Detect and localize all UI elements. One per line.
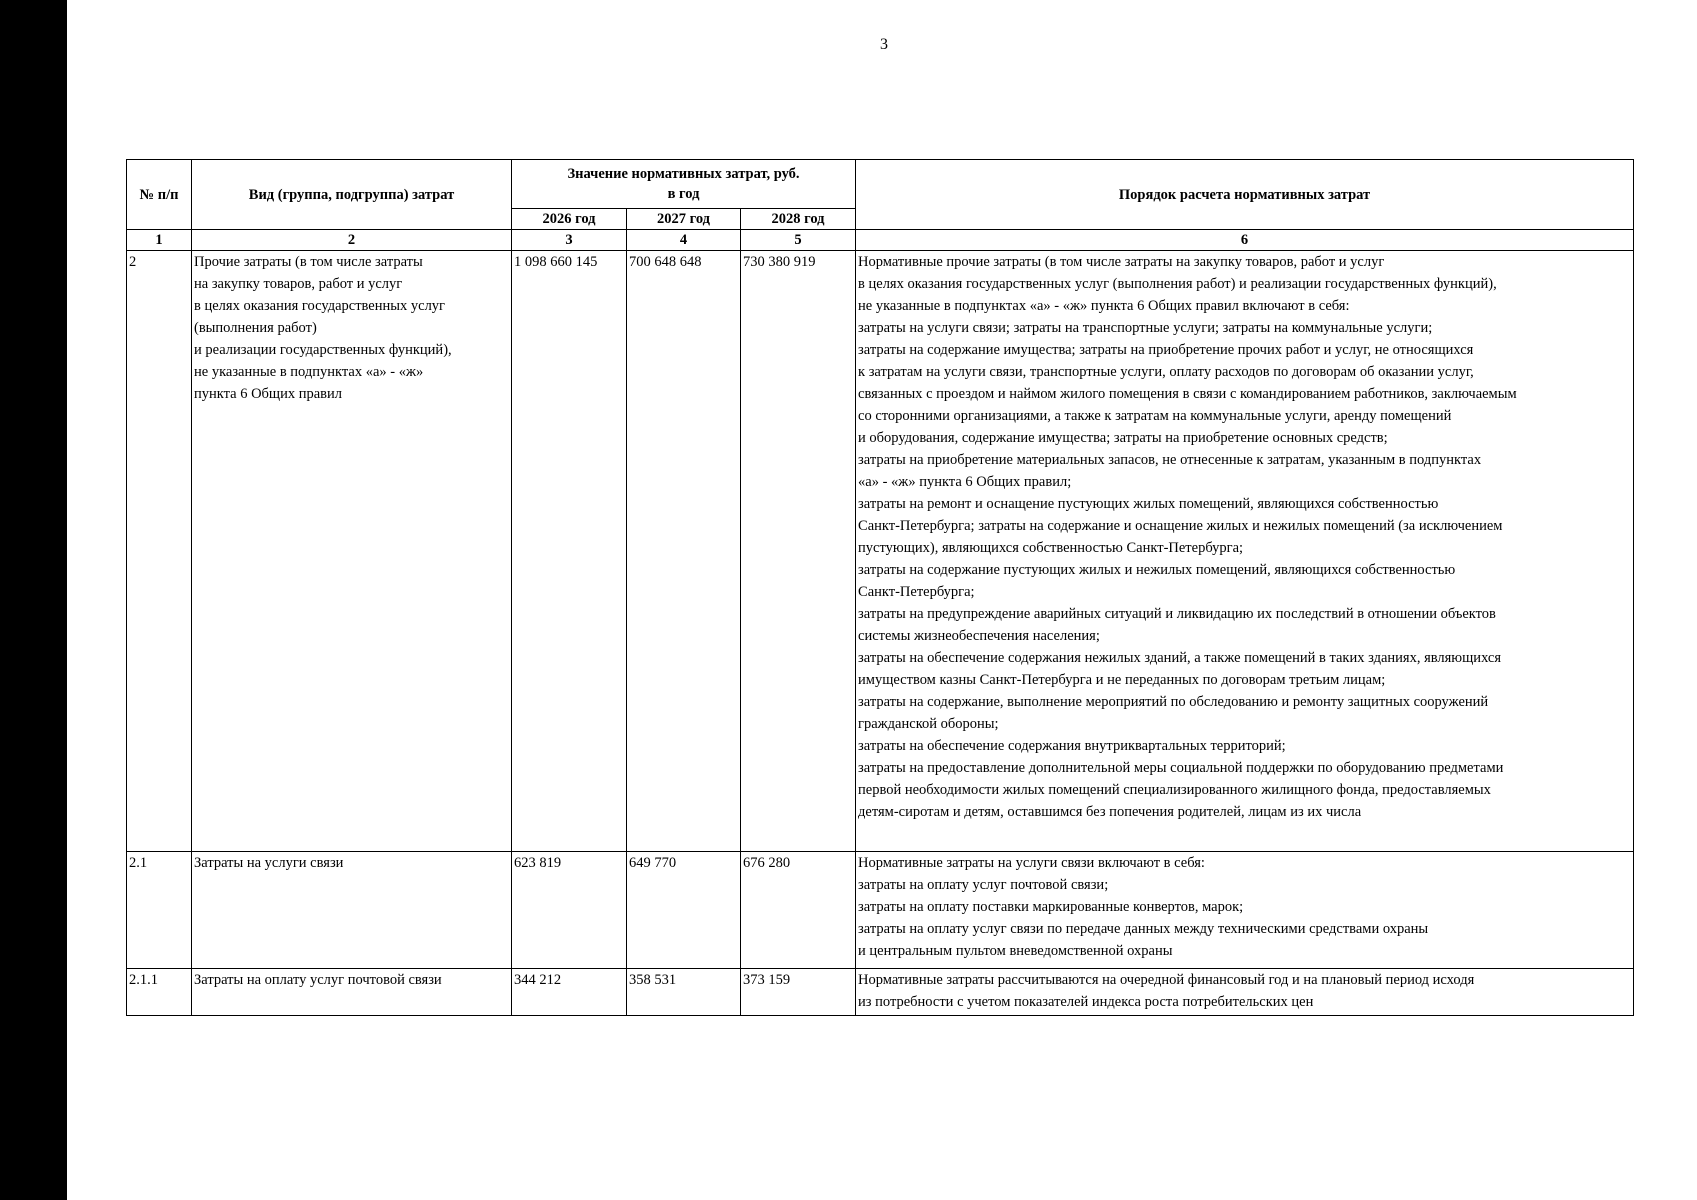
row-value-2028: 730 380 919 xyxy=(741,251,856,852)
column-number-5: 5 xyxy=(741,230,856,251)
procedure-line: Санкт-Петербурга; затраты на содержание и оснащение жилых и нежилых помещений (за исключением xyxy=(858,518,1503,534)
procedure-line: первой необходимости жилых помещений специализированного жилищного фонда, предоставляемых xyxy=(858,782,1491,798)
column-number-3: 3 xyxy=(512,230,627,251)
column-number-6: 6 xyxy=(856,230,1634,251)
procedure-line: Нормативные затраты на услуги связи включают в себя: xyxy=(858,855,1205,871)
row-value-2027: 358 531 xyxy=(627,969,741,1016)
procedure-line: Санкт-Петербурга; xyxy=(858,584,975,600)
row-value-2026: 1 098 660 145 xyxy=(512,251,627,852)
table-row xyxy=(127,852,1634,969)
row-procedure xyxy=(856,969,1634,1016)
procedure-line: детям-сиротам и детям, оставшимся без попечения родителей, лицам из их числа xyxy=(858,804,1362,820)
procedure-line: Нормативные прочие затраты (в том числе затраты на закупку товаров, работ и услуг xyxy=(858,254,1385,270)
procedure-line: в целях оказания государственных услуг (выполнения работ) и реализации государственных функций), xyxy=(858,276,1497,292)
cost-type-line: на закупку товаров, работ и услуг xyxy=(194,276,403,292)
scan-edge xyxy=(0,0,67,1200)
header-year-2026: 2026 год xyxy=(512,209,627,230)
procedure-line: затраты на предоставление дополнительной меры социальной поддержки по оборудованию предметами xyxy=(858,760,1504,776)
table-row xyxy=(127,969,1634,1016)
header-year-2027: 2027 год xyxy=(627,209,741,230)
procedure-line: затраты на оплату услуг связи по передаче данных между техническими средствами охраны xyxy=(858,921,1429,937)
cost-type-line: в целях оказания государственных услуг xyxy=(194,298,446,314)
header-value-group-text: Значение нормативных затрат, руб. в год xyxy=(567,166,800,202)
row-num: 2.1.1 xyxy=(127,969,192,1016)
header-cost-type: Вид (группа, подгруппа) затрат xyxy=(192,160,512,230)
procedure-line: затраты на обеспечение содержания внутриквартальных территорий; xyxy=(858,738,1286,754)
procedure-line: к затратам на услуги связи, транспортные услуги, оплату расходов по договорам об оказании услуг, xyxy=(858,364,1474,380)
cost-type-line: Прочие затраты (в том числе затраты xyxy=(194,254,423,270)
row-value-2027: 700 648 648 xyxy=(627,251,741,852)
row-value-2027: 649 770 xyxy=(627,852,741,969)
column-number-4: 4 xyxy=(627,230,741,251)
row-procedure xyxy=(856,852,1634,969)
procedure-line: из потребности с учетом показателей индекса роста потребительских цен xyxy=(858,994,1314,1010)
row-procedure xyxy=(856,251,1634,852)
procedure-line: затраты на обеспечение содержания нежилых зданий, а также помещений в таких зданиях, являющихся xyxy=(858,650,1502,666)
procedure-line: «а» - «ж» пункта 6 Общих правил; xyxy=(858,474,1072,490)
cost-type-line: и реализации государственных функций), xyxy=(194,342,452,358)
row-cost-type xyxy=(192,251,512,852)
row-num: 2 xyxy=(127,251,192,852)
header-num: № п/п xyxy=(127,160,192,230)
cost-type-line: не указанные в подпунктах «а» - «ж» xyxy=(194,364,424,380)
procedure-line: затраты на содержание, выполнение мероприятий по обследованию и ремонту защитных сооружений xyxy=(858,694,1489,710)
procedure-line: не указанные в подпунктах «а» - «ж» пункта 6 Общих правил включают в себя: xyxy=(858,298,1350,314)
procedure-line: пустующих), являющихся собственностью Санкт-Петербурга; xyxy=(858,540,1244,556)
cost-type-line: Затраты на оплату услуг почтовой связи xyxy=(194,972,442,988)
cost-type-line: (выполнения работ) xyxy=(194,320,317,336)
procedure-line: и центральным пультом вневедомственной охраны xyxy=(858,943,1173,959)
page-number: 3 xyxy=(880,36,888,53)
procedure-line: затраты на приобретение материальных запасов, не отнесенные к затратам, указанным в подпунктах xyxy=(858,452,1482,468)
procedure-line: затраты на ремонт и оснащение пустующих жилых помещений, являющихся собственностью xyxy=(858,496,1439,512)
normative-costs-table xyxy=(126,159,1634,1016)
row-value-2026: 344 212 xyxy=(512,969,627,1016)
row-value-2028: 373 159 xyxy=(741,969,856,1016)
procedure-line: затраты на оплату услуг почтовой связи; xyxy=(858,877,1109,893)
column-number-2: 2 xyxy=(192,230,512,251)
procedure-line: Нормативные затраты рассчитываются на очередной финансовый год и на плановый период исходя xyxy=(858,972,1475,988)
cost-type-line: Затраты на услуги связи xyxy=(194,855,344,871)
table-header-row xyxy=(127,160,1634,209)
cost-type-line: пункта 6 Общих правил xyxy=(194,386,343,402)
header-procedure: Порядок расчета нормативных затрат xyxy=(856,160,1634,230)
procedure-line: системы жизнеобеспечения населения; xyxy=(858,628,1100,644)
row-num: 2.1 xyxy=(127,852,192,969)
procedure-line: затраты на услуги связи; затраты на транспортные услуги; затраты на коммунальные услуги; xyxy=(858,320,1433,336)
header-value-group xyxy=(512,160,856,209)
procedure-line: связанных с проездом и наймом жилого помещения в связи с командированием работников, заключаемым xyxy=(858,386,1517,402)
procedure-line: имуществом казны Санкт-Петербурга и не переданных по договорам третьим лицам; xyxy=(858,672,1386,688)
procedure-line: затраты на содержание имущества; затраты на приобретение прочих работ и услуг, не относящихся xyxy=(858,342,1474,358)
procedure-line: затраты на оплату поставки маркированные конвертов, марок; xyxy=(858,899,1244,915)
procedure-line: затраты на предупреждение аварийных ситуаций и ликвидацию их последствий в отношении объектов xyxy=(858,606,1496,622)
procedure-line: со сторонними организациями, а также к затратам на коммунальные услуги, аренду помещений xyxy=(858,408,1452,424)
procedure-line: и оборудования, содержание имущества; затраты на приобретение основных средств; xyxy=(858,430,1388,446)
header-year-2028: 2028 год xyxy=(741,209,856,230)
table-row xyxy=(127,251,1634,852)
row-value-2028: 676 280 xyxy=(741,852,856,969)
column-number-1: 1 xyxy=(127,230,192,251)
procedure-line: затраты на содержание пустующих жилых и нежилых помещений, являющихся собственностью xyxy=(858,562,1456,578)
row-cost-type xyxy=(192,852,512,969)
procedure-line: гражданской обороны; xyxy=(858,716,999,732)
row-cost-type xyxy=(192,969,512,1016)
column-number-row xyxy=(127,230,1634,251)
row-value-2026: 623 819 xyxy=(512,852,627,969)
